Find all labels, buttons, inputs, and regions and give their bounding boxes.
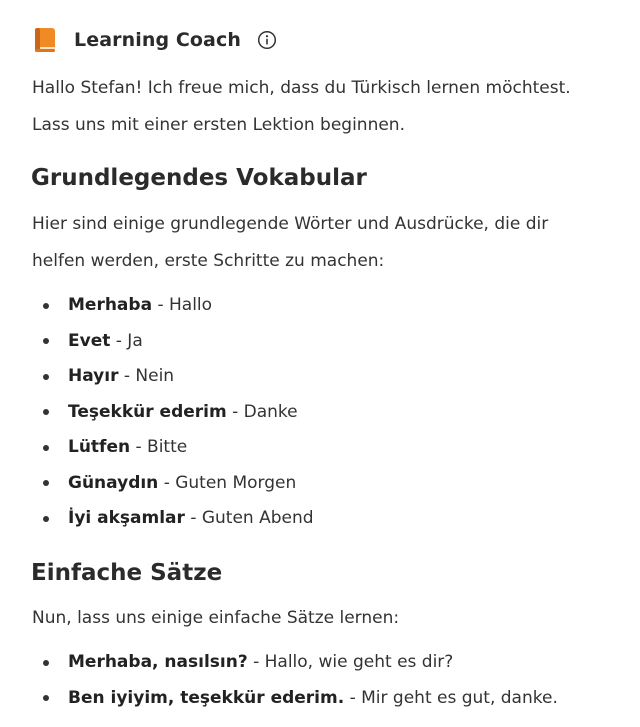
list-item xyxy=(0,288,314,324)
meaning: - Mir geht es gut, danke. xyxy=(344,687,558,708)
meaning: - Ja xyxy=(110,330,143,351)
term: Lütfen xyxy=(68,437,131,457)
info-icon[interactable] xyxy=(257,30,277,50)
term: Teşekkür ederim xyxy=(68,401,227,422)
vocab-list xyxy=(0,288,314,537)
book-icon xyxy=(34,27,56,53)
bullet xyxy=(43,480,49,486)
bullet xyxy=(43,338,49,344)
list-item xyxy=(0,324,314,360)
meaning: - Danke xyxy=(226,401,298,422)
vocab-intro-line: Hier sind einige grundlegende Wörter und Ausdrücke, die dir xyxy=(32,214,549,234)
term: Evet xyxy=(68,330,111,351)
term: Merhaba xyxy=(68,295,153,315)
meaning: - Hallo xyxy=(152,295,213,315)
meaning: - Guten Abend xyxy=(184,508,314,528)
bullet xyxy=(43,303,49,309)
term: Günaydın xyxy=(68,472,159,493)
intro-paragraph xyxy=(32,70,622,144)
list-item xyxy=(0,430,314,466)
meaning: - Nein xyxy=(118,366,175,386)
term: Hayır xyxy=(68,366,119,386)
term: İyi akşamlar xyxy=(68,508,185,528)
bullet xyxy=(43,445,49,451)
meaning: - Guten Morgen xyxy=(158,472,297,493)
list-item xyxy=(0,645,558,681)
term: Merhaba, nasılsın? xyxy=(68,652,248,672)
list-item xyxy=(0,466,314,502)
meaning: - Bitte xyxy=(130,437,188,457)
list-item xyxy=(0,681,558,717)
term: Ben iyiyim, teşekkür ederim. xyxy=(68,687,345,708)
sentences-intro: Nun, lass uns einige einfache Sätze lernen: xyxy=(32,608,400,628)
intro-line: Lass uns mit einer ersten Lektion beginnen. xyxy=(32,115,405,135)
header xyxy=(34,24,277,56)
sentences-list xyxy=(0,645,558,716)
list-item xyxy=(0,395,314,431)
meaning: - Hallo, wie geht es dir? xyxy=(247,652,454,672)
bullet xyxy=(43,660,49,666)
vocab-intro-paragraph xyxy=(32,206,622,280)
bullet xyxy=(43,695,49,701)
bullet xyxy=(43,516,49,522)
vocab-heading: Grundlegendes Vokabular xyxy=(31,165,367,191)
list-item xyxy=(0,501,314,537)
bullet xyxy=(43,409,49,415)
app-title: Learning Coach xyxy=(74,29,241,51)
list-item xyxy=(0,359,314,395)
intro-line: Hallo Stefan! Ich freue mich, dass du Türkisch lernen möchtest. xyxy=(32,78,571,98)
sentences-heading: Einfache Sätze xyxy=(31,560,223,586)
bullet xyxy=(43,374,49,380)
vocab-intro-line: helfen werden, erste Schritte zu machen: xyxy=(32,251,385,271)
